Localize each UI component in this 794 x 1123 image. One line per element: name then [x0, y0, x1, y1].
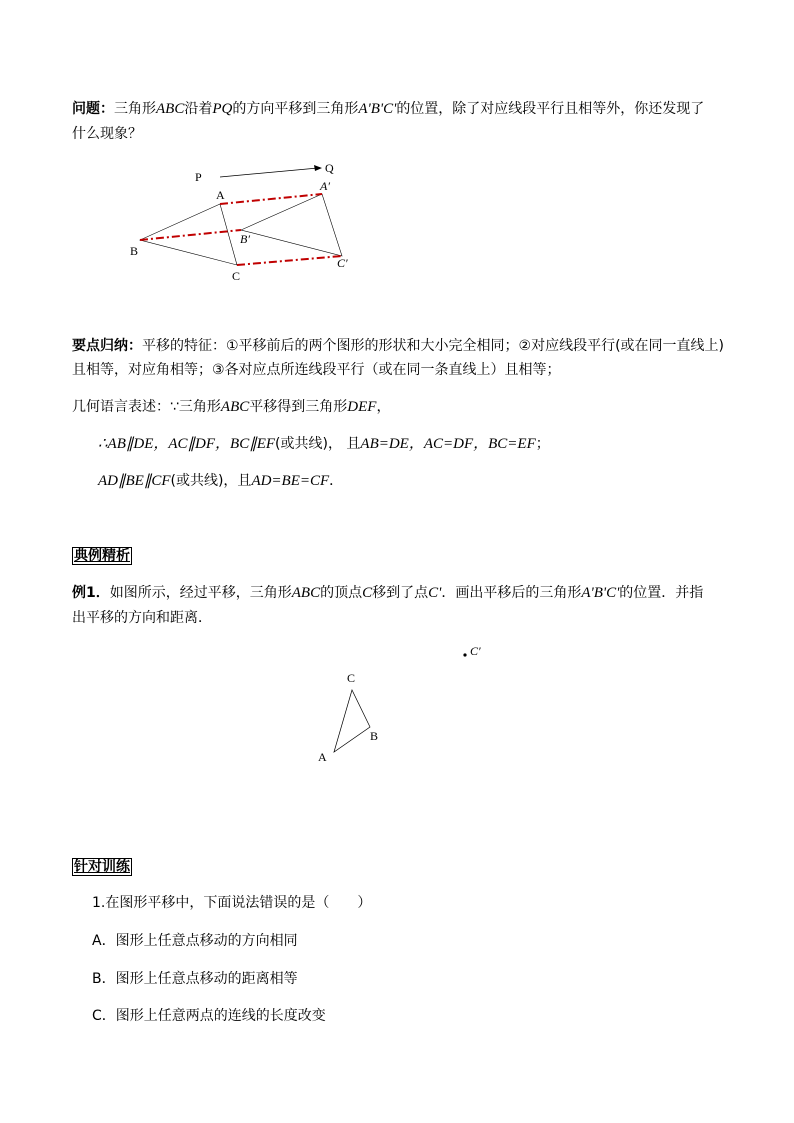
label-a-prime: A′ [320, 179, 330, 193]
geometry-line-3: AD∥BE∥CF(或共线)，且AD=BE=CF． [98, 473, 344, 489]
question-1-option-c: C．图形上任意两点的连线的长度改变 [92, 1008, 326, 1024]
section-practice-heading: 针对训练 [74, 859, 130, 875]
key-points-line-1: 要点归纳：平移的特征：①平移前后的两个图形的形状和大小完全相同；②对应线段平行(或在同一直线上) [72, 338, 725, 354]
question-1-stem: 1.在图形平移中，下面说法错误的是（ ） [92, 895, 372, 911]
fig2-label-b: B [370, 729, 379, 743]
triangle-abc-prime [241, 194, 342, 256]
fig2-label-a: A [318, 750, 327, 764]
example-1-line-1: 例1．如图所示，经过平移，三角形ABC的顶点C移到了点C'．画出平移后的三角形A'B'C'的位置．并指 [72, 585, 704, 601]
label-c-prime: C′ [337, 256, 348, 270]
point-c-prime [463, 653, 466, 656]
section-examples-heading: 典例精析 [74, 548, 130, 564]
problem-line-2: 什么现象？ [72, 126, 142, 142]
label-a: A [216, 188, 225, 202]
geometry-line-1: 几何语言表述：∵三角形ABC平移得到三角形DEF， [72, 399, 391, 415]
label-b-prime: B′ [240, 232, 250, 246]
problem-label: 问题： [72, 101, 114, 117]
segment-aa-prime [220, 194, 322, 204]
key-points-line-2: 且相等，对应角相等；③各对应点所连线段平行（或在同一条直线上）且相等； [72, 362, 561, 378]
fig2-label-c-prime: C′ [470, 644, 481, 658]
label-b: B [130, 244, 139, 258]
label-p: P [195, 170, 202, 184]
question-1-option-a: A．图形上任意点移动的方向相同 [92, 933, 298, 949]
label-c: C [232, 269, 241, 283]
triangle-abc-example [334, 690, 370, 752]
pq-arrow-head [314, 165, 322, 171]
label-q: Q [325, 161, 334, 175]
example-1-line-2: 出平移的方向和距离． [72, 610, 212, 626]
problem-line-1: 问题：三角形ABC沿着PQ的方向平移到三角形A'B'C'的位置，除了对应线段平行且相等外，你还发现了 [72, 101, 705, 117]
fig2-label-c: C [347, 671, 356, 685]
pq-arrow-line [220, 168, 318, 177]
example-1-label: 例1． [72, 585, 110, 601]
segment-bb-prime [140, 230, 241, 240]
segment-cc-prime [237, 256, 342, 265]
geometry-line-2: ∴AB∥DE，AC∥DF，BC∥EF(或共线)， 且AB=DE，AC=DF，BC=EF； [98, 436, 550, 452]
key-points-label: 要点归纳： [72, 338, 142, 354]
question-1-option-b: B．图形上任意点移动的距离相等 [92, 971, 298, 987]
